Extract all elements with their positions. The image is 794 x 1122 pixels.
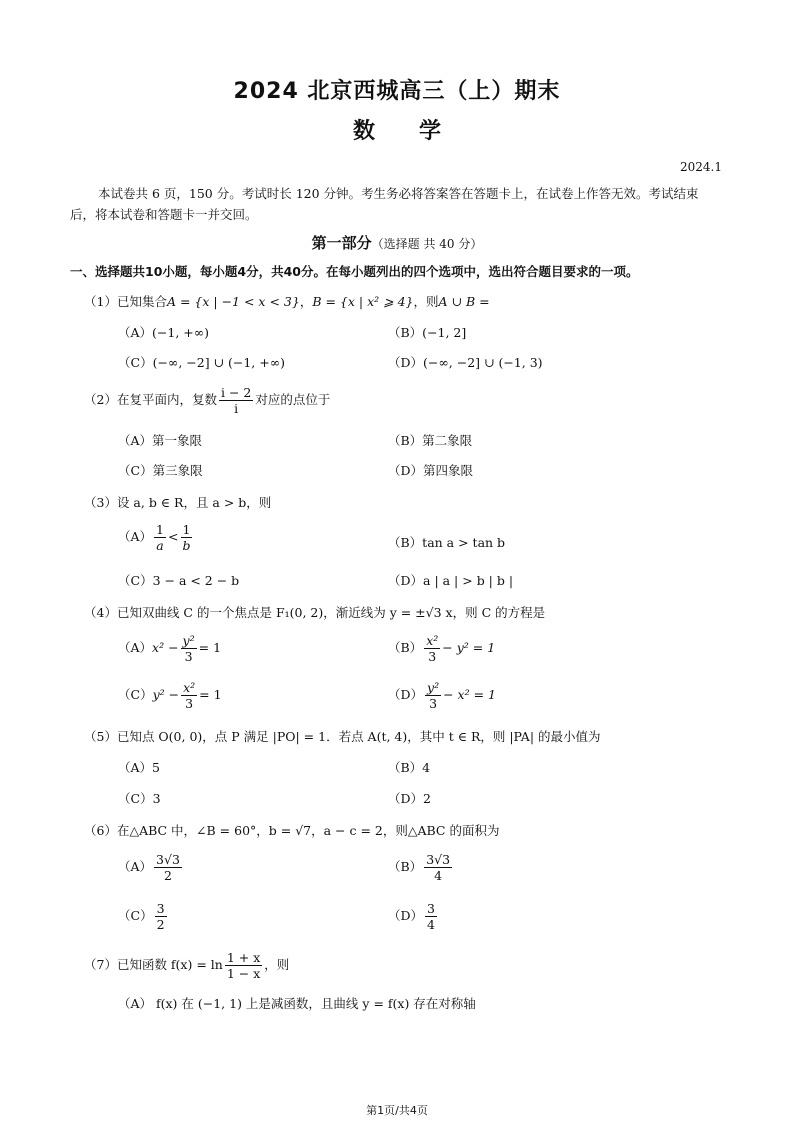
q2-option-c: （C）第三象限 xyxy=(118,463,203,478)
question-3-stem: （3）设 a, b ∈ R，且 a > b，则 xyxy=(84,495,272,510)
q1-expr: A ∪ B = xyxy=(438,294,490,309)
q7-text-b: ，则 xyxy=(264,957,290,972)
q2-option-b: （B）第二象限 xyxy=(388,433,473,448)
q4-b-frac xyxy=(424,633,440,664)
q4-c-num: x² xyxy=(183,680,196,695)
question-1-stem xyxy=(84,292,490,310)
q4-b-num: x² xyxy=(426,633,439,648)
q1-text-b: ，则 xyxy=(413,294,439,309)
q1-sep: ， xyxy=(299,294,313,309)
q4-c-label: （C） xyxy=(118,687,153,702)
q1-option-b: （B）(−1, 2] xyxy=(388,325,467,340)
q4-option-b xyxy=(388,633,495,664)
part-note: （选择题 共 40 分） xyxy=(371,237,483,251)
q6-c-num: 3 xyxy=(156,901,165,916)
q4-c-pre: y² − xyxy=(152,687,180,702)
part-title: 第一部分 xyxy=(311,234,372,252)
q6-option-c xyxy=(118,901,169,932)
q4-b-den: 3 xyxy=(428,649,437,664)
q2-option-a: （A）第一象限 xyxy=(118,433,203,448)
q6-b-den: 4 xyxy=(434,868,443,883)
exam-date: 2024.1 xyxy=(680,160,722,174)
q3-a-label: （A） xyxy=(118,529,153,544)
q4-c-frac xyxy=(181,680,197,711)
q1-text-a: （1）已知集合 xyxy=(84,294,167,309)
q1-option-c: （C）(−∞, −2] ∪ (−1, +∞) xyxy=(118,355,286,370)
question-2-stem xyxy=(84,385,330,416)
q6-b-num: 3√3 xyxy=(426,852,451,867)
q4-a-pre: x² − xyxy=(152,640,179,655)
question-7-stem xyxy=(84,950,289,981)
q1-set-b: B = {x | x² ⩾ 4} xyxy=(312,294,414,309)
q6-option-d xyxy=(388,901,439,932)
question-6-stem: （6）在△ABC 中，∠B = 60°，b = √7，a − c = 2，则△ABC 的面积为 xyxy=(84,823,500,838)
q2-fraction xyxy=(219,385,253,416)
q1-option-d: （D）(−∞, −2] ∪ (−1, 3) xyxy=(388,355,543,370)
q4-option-a xyxy=(118,633,221,664)
q5-option-a: （A）5 xyxy=(118,760,160,775)
q6-a-num: 3√3 xyxy=(156,852,180,867)
q6-option-a xyxy=(118,852,184,883)
q3-a-frac-2 xyxy=(180,522,192,553)
section-heading: 一、选择题共10小题，每小题4分，共40分。在每小题列出的四个选项中，选出符合题目要求的一项。 xyxy=(70,264,639,279)
q4-b-post: − y² = 1 xyxy=(442,640,496,655)
q6-a-frac xyxy=(154,852,182,883)
q4-c-post: = 1 xyxy=(199,687,222,702)
q2-text-b: 对应的点位于 xyxy=(255,392,331,407)
q1-set-a: A = {x | −1 < x < 3} xyxy=(166,294,300,309)
q3-option-c: （C）3 − a < 2 − b xyxy=(118,573,240,588)
q4-a-label: （A） xyxy=(118,640,153,655)
q4-d-den: 3 xyxy=(429,696,438,711)
q6-d-den: 4 xyxy=(427,917,435,932)
q4-d-frac xyxy=(425,680,441,711)
q3-a-op: < xyxy=(167,529,179,544)
q6-c-label: （C） xyxy=(118,908,153,923)
q2-denominator: i xyxy=(234,401,239,416)
q4-d-label: （D） xyxy=(388,687,424,702)
q6-d-frac xyxy=(425,901,437,932)
part-heading xyxy=(0,232,794,253)
q2-numerator: i − 2 xyxy=(220,385,252,400)
q4-option-d xyxy=(388,680,496,711)
q2-text-a: （2）在复平面内，复数 xyxy=(84,392,217,407)
q6-b-label: （B） xyxy=(388,859,423,874)
q7-denominator: 1 − x xyxy=(226,966,261,981)
q6-d-num: 3 xyxy=(427,901,435,916)
question-5-stem: （5）已知点 O(0, 0)，点 P 满足 |PO| = 1．若点 A(t, 4)，其中 t ∈ R，则 |PA| 的最小值为 xyxy=(84,729,601,744)
q6-c-den: 2 xyxy=(156,917,165,932)
exam-title: 2024 北京西城高三（上）期末 xyxy=(233,79,561,104)
q6-a-den: 2 xyxy=(163,868,172,883)
q6-c-frac xyxy=(155,901,167,932)
q3-option-d: （D）a | a | > b | b | xyxy=(388,573,514,588)
q7-numerator: 1 + x xyxy=(226,950,261,965)
q3-option-a xyxy=(118,522,194,553)
exam-subject: 数 学 xyxy=(352,119,441,144)
q3-a-den-1: a xyxy=(156,538,164,553)
q6-option-b xyxy=(388,852,454,883)
q5-option-d: （D）2 xyxy=(388,791,431,806)
q5-option-b: （B）4 xyxy=(388,760,431,775)
q3-a-num-1: 1 xyxy=(156,522,164,537)
q3-a-den-2: b xyxy=(182,538,191,553)
q6-b-frac xyxy=(424,852,452,883)
q5-option-c: （C）3 xyxy=(118,791,161,806)
q7-text-a: （7）已知函数 f(x) = ln xyxy=(84,957,223,972)
q4-d-num: y² xyxy=(427,680,440,695)
page-footer: 第1页/共4页 xyxy=(366,1104,428,1117)
q4-a-den: 3 xyxy=(184,649,193,664)
q3-a-frac-1 xyxy=(154,522,166,553)
q6-a-label: （A） xyxy=(118,859,153,874)
q4-b-label: （B） xyxy=(388,640,423,655)
q4-d-post: − x² = 1 xyxy=(443,687,496,702)
q4-a-post: = 1 xyxy=(198,640,222,655)
q2-option-d: （D）第四象限 xyxy=(388,463,474,478)
q4-a-num: y² xyxy=(182,633,195,648)
q1-option-a: （A）(−1, +∞) xyxy=(118,325,210,340)
q4-a-frac xyxy=(181,633,197,664)
q7-option-a: （A） f(x) 在 (−1, 1) 上是减函数，且曲线 y = f(x) 存在对称轴 xyxy=(118,996,476,1011)
question-4-stem: （4）已知双曲线 C 的一个焦点是 F₁(0, 2)，渐近线为 y = ±√3 x，则 C 的方程是 xyxy=(84,605,546,620)
q4-option-c xyxy=(118,680,222,711)
exam-instructions: 本试卷共 6 页，150 分。考试时长 120 分钟。考生务必将答案答在答题卡上，在试卷上作答无效。考试结束后，将本试卷和答题卡一并交回。 xyxy=(70,186,699,222)
q6-d-label: （D） xyxy=(388,908,424,923)
q7-fraction xyxy=(225,950,262,981)
q3-a-num-2: 1 xyxy=(182,522,191,537)
q3-option-b: （B）tan a > tan b xyxy=(388,535,506,550)
q4-c-den: 3 xyxy=(185,696,194,711)
